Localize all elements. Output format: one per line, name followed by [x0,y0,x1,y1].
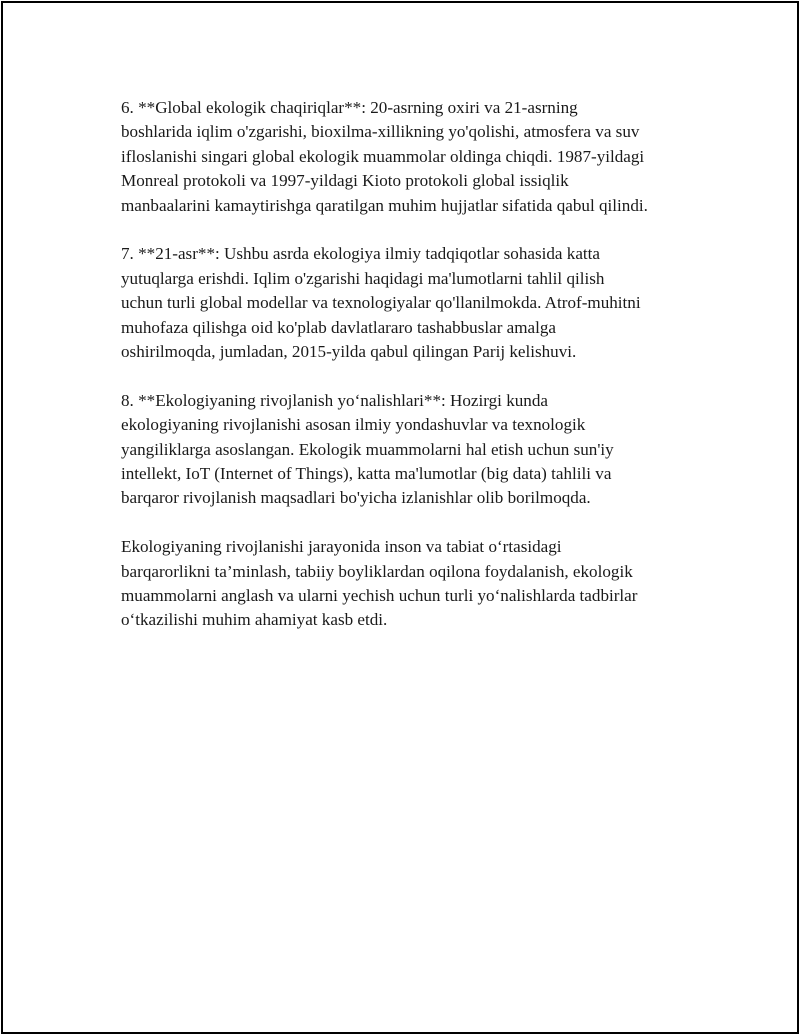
paragraph-global-challenges [121,96,721,218]
text-line: ekologiyaning rivojlanishi asosan ilmiy yondashuvlar va texnologik [121,415,586,435]
text-line: yangiliklarga asoslangan. Ekologik muammolarni hal etish uchun sun'iy [121,439,614,459]
text-line: barqaror rivojlanish maqsadlari bo'yicha izlanishlar olib borilmoqda. [121,488,591,508]
paragraph-century-21 [121,242,721,364]
text-line: Ekologiyaning rivojlanishi jarayonida inson va tabiat o‘rtasidagi [121,537,562,557]
text-line: manbaalarini kamaytirishga qaratilgan muhim hujjatlar sifatida qabul qilindi. [121,195,648,215]
text-line: 6. **Global ekologik chaqiriqlar**: 20-asrning oxiri va 21-asrning [121,98,578,117]
page-frame [1,1,799,1034]
text-line: ifloslanishi singari global ekologik muammolar oldinga chiqdi. 1987-yildagi [121,146,645,166]
text-line: 7. **21-asr**: Ushbu asrda ekologiya ilmiy tadqiqotlar sohasida katta [121,244,601,264]
text-line: oshirilmoqda, jumladan, 2015-yilda qabul qilingan Parij kelishuvi. [121,342,577,362]
text-line: muammolarni anglash va ularni yechish uchun turli yo‘nalishlarda tadbirlar [121,586,638,606]
document-body [121,96,721,657]
text-line: 8. **Ekologiyaning rivojlanish yo‘nalishlari**: Hozirgi kunda [121,390,548,410]
text-line: boshlarida iqlim o'zgarishi, bioxilma-xillikning yo'qolishi, atmosfera va suv [121,122,640,142]
paragraph-conclusion [121,535,721,633]
text-line: muhofaza qilishga oid ko'plab davlatlararo tashabbuslar amalga [121,317,557,337]
text-line: intellekt, IoT (Internet of Things), katta ma'lumotlar (big data) tahlili va [121,464,612,484]
paragraph-development-directions [121,389,721,511]
text-line: o‘tkazilishi muhim ahamiyat kasb etdi. [121,610,388,630]
text-line: uchun turli global modellar va texnologiyalar qo'llanilmokda. Atrof-muhitni [121,293,641,313]
text-line: barqarorlikni ta’minlash, tabiiy boyliklardan oqilona foydalanish, ekologik [121,561,633,581]
text-line: Monreal protokoli va 1997-yildagi Kioto protokoli global issiqlik [121,171,569,191]
text-line: yutuqlarga erishdi. Iqlim o'zgarishi haqidagi ma'lumotlarni tahlil qilish [121,268,605,288]
